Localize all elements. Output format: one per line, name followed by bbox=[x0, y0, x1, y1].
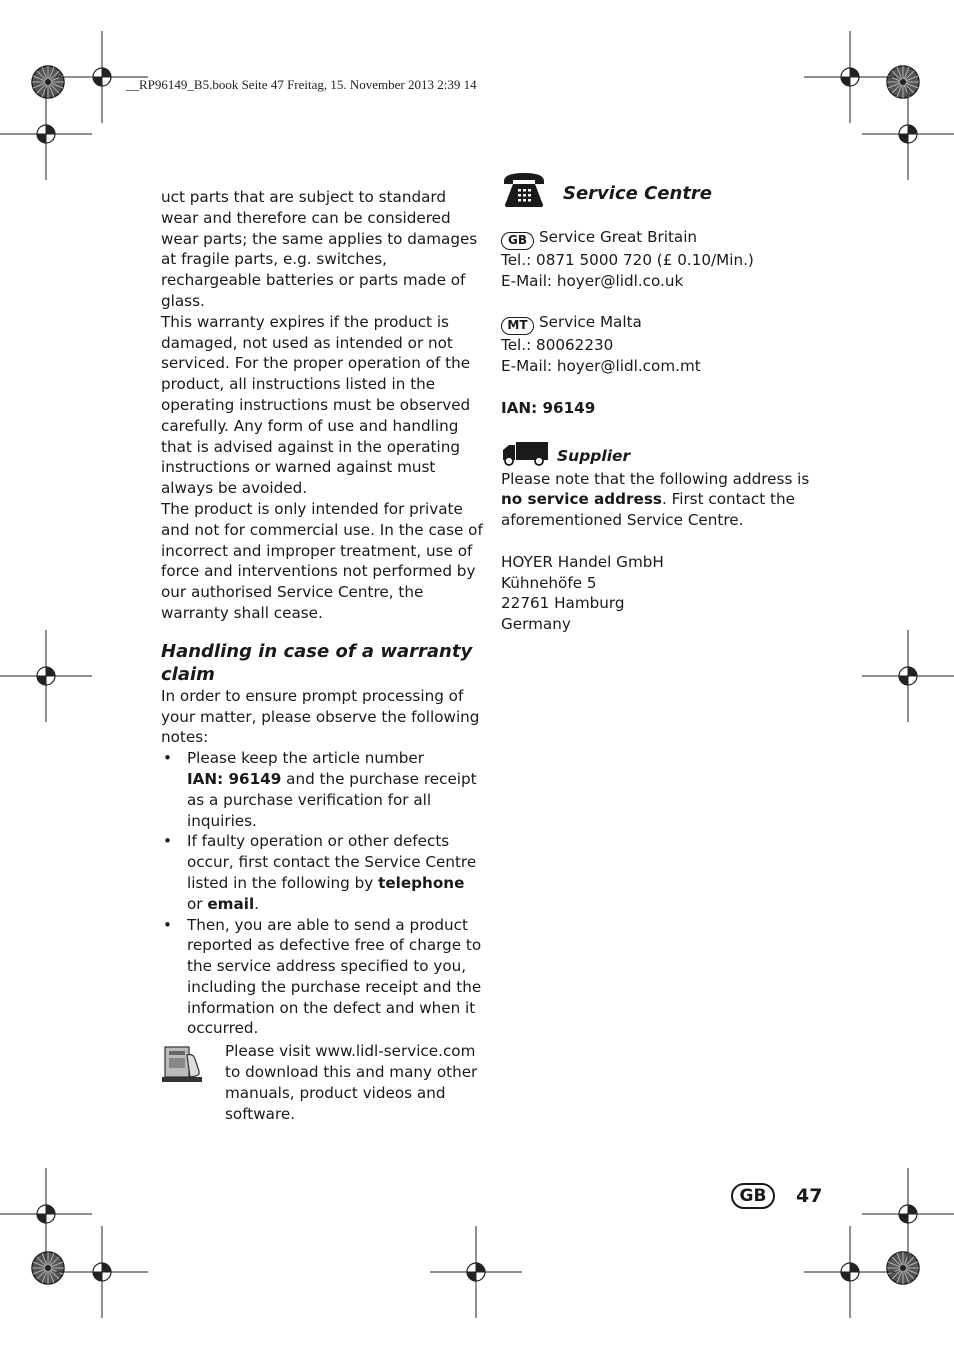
supplier-address-line: HOYER Handel GmbH bbox=[501, 552, 664, 571]
supplier-address-line: 22761 Hamburg bbox=[501, 594, 625, 613]
list-item: • Please keep the article number IAN: 96149 and the purchase receipt as a purchase verification for all inquiries. bbox=[161, 748, 483, 831]
supplier-heading: Supplier bbox=[557, 447, 631, 466]
ian-number: IAN: 96149 bbox=[187, 769, 282, 788]
registration-mark-icon bbox=[56, 1226, 148, 1318]
right-column bbox=[501, 173, 821, 635]
registration-mark-icon bbox=[862, 1168, 954, 1260]
warranty-claim-list bbox=[161, 748, 483, 1039]
registration-mark-icon bbox=[0, 1168, 92, 1260]
warranty-paragraph-1: uct parts that are subject to standard wear and therefore can be considered wear parts; the same applies to damages at fragile parts, e.g. switches, rechargeable batteries or parts made of glass. bbox=[161, 188, 478, 310]
supplier-address-line: Germany bbox=[501, 615, 571, 634]
warranty-paragraph-2: This warranty expires if the product is damaged, not used as intended or not serviced. For the proper operation of the product, all instructions listed in the operating instructions must be observed carefully. Any form of use and handling that is advised against in the operating instructions or warned against must always be avoided. bbox=[161, 312, 471, 498]
color-wheel-icon bbox=[887, 66, 919, 98]
registration-mark-icon bbox=[430, 1226, 522, 1318]
warranty-claim-intro: In order to ensure prompt processing of your matter, please observe the following notes: bbox=[161, 686, 480, 747]
service-mt-phone: Tel.: 80062230 bbox=[501, 336, 614, 355]
service-mt-name: MT Service Malta bbox=[501, 312, 821, 335]
manual-download-icon bbox=[161, 1041, 225, 1091]
supplier-header bbox=[501, 445, 821, 469]
color-wheel-icon bbox=[32, 66, 64, 98]
registration-mark-icon bbox=[0, 630, 92, 722]
email-emphasis: email bbox=[207, 894, 255, 913]
color-wheel-icon bbox=[887, 1252, 919, 1284]
gb-badge: GB bbox=[501, 232, 534, 250]
telephone-emphasis: telephone bbox=[378, 873, 465, 892]
registration-mark-icon bbox=[804, 1226, 896, 1318]
service-gb-phone: Tel.: 0871 5000 720 (£ 0.10/Min.) bbox=[501, 251, 754, 269]
service-mt-email: E-Mail: hoyer@lidl.com.mt bbox=[501, 357, 701, 376]
service-gb-name: GB Service Great Britain bbox=[501, 227, 821, 250]
language-badge: GB bbox=[731, 1183, 775, 1209]
mt-badge: MT bbox=[501, 317, 534, 335]
download-info bbox=[161, 1041, 483, 1124]
print-header: __RP96149_B5.book Seite 47 Freitag, 15. November 2013 2:39 14 bbox=[126, 77, 477, 92]
ian-number: IAN: 96149 bbox=[501, 398, 596, 417]
warranty-paragraph-3: The product is only intended for private and not for commercial use. In the case of incorrect and improper treatment, use of force and interventions not performed by our authorised Service Centre, the warranty shall cease. bbox=[161, 499, 483, 622]
warranty-claim-heading: Handling in case of a warranty claim bbox=[161, 640, 473, 685]
color-wheel-icon bbox=[32, 1252, 64, 1284]
no-service-address-emphasis: no service address bbox=[501, 490, 662, 509]
list-item: • If faulty operation or other defects occur, first contact the Service Centre listed in the following by telephone or email. bbox=[161, 831, 483, 914]
supplier-note: Please note that the following address is no service address. First contact the aforementioned Service Centre. bbox=[501, 469, 810, 530]
left-column bbox=[161, 187, 483, 1124]
service-centre-header bbox=[501, 173, 821, 213]
list-item: • Then, you are able to send a product reported as defective free of charge to the service address specified to you, including the purchase receipt and the information on the defect and when it occurred. bbox=[161, 915, 483, 1040]
telephone-icon bbox=[501, 171, 547, 215]
service-gb-email: E-Mail: hoyer@lidl.co.uk bbox=[501, 271, 684, 290]
registration-mark-icon bbox=[0, 88, 92, 180]
page-number: 47 bbox=[796, 1185, 823, 1207]
registration-mark-icon bbox=[862, 88, 954, 180]
truck-icon bbox=[501, 442, 549, 472]
registration-mark-icon bbox=[804, 31, 896, 123]
supplier-address-line: Kühnehöfe 5 bbox=[501, 573, 597, 592]
registration-mark-icon bbox=[862, 630, 954, 722]
download-info-text: Please visit www.lidl-service.com to download this and many other manuals, product videos and software. bbox=[225, 1042, 478, 1123]
service-centre-heading: Service Centre bbox=[563, 182, 713, 204]
